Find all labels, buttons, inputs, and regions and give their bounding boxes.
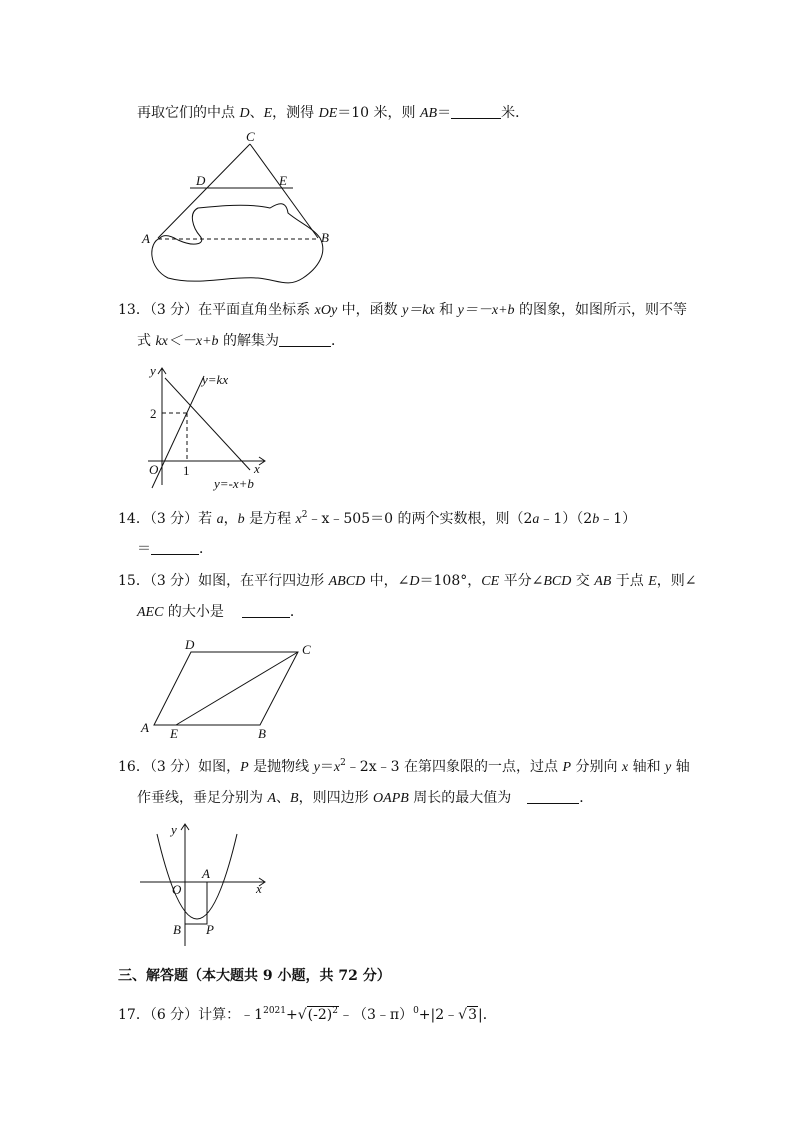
- label-x: x: [254, 461, 260, 476]
- rectangle-oapb: [185, 882, 207, 924]
- q12-text: 再取它们的中点 D、E，测得 DE＝10 米，则 AB＝ 米．: [137, 105, 530, 121]
- segment-ce: [176, 652, 298, 725]
- q14-line2: ＝ ．: [137, 541, 213, 557]
- q16-line2: 作垂线，垂足分别为 A、B，则四边形 OAPB 周长的最大值为 ．: [137, 790, 594, 806]
- label-e: E: [279, 173, 287, 188]
- label-y-neg-x-b: y=-x+b: [214, 476, 254, 491]
- q16-line1: 16．（3 分）如图，P 是抛物线 $y=x^2﹣2x﹣3$ 在第四象限的一点，过点 P 分别向 x 轴和 y 轴: [118, 758, 690, 775]
- q15-parallelogram-figure: [138, 636, 328, 741]
- radical-content: $(-2)^2$: [307, 1006, 338, 1023]
- label-d: D: [196, 173, 206, 188]
- radical-three: 3: [468, 1007, 477, 1023]
- label-a: A: [142, 231, 150, 246]
- answer-blank: [279, 332, 331, 347]
- label-p: P: [206, 922, 214, 937]
- label-y: y: [150, 363, 156, 378]
- q13-linear-graph-figure: [140, 360, 280, 495]
- answer-blank: [451, 104, 501, 119]
- label-b: B: [258, 726, 266, 741]
- label-y: y: [171, 822, 177, 837]
- label-y-kx: y=kx: [202, 372, 229, 387]
- label-two: 2: [150, 406, 157, 421]
- label-origin: O: [172, 882, 182, 897]
- parallelogram-abcd: [154, 652, 298, 725]
- label-c: C: [246, 129, 255, 144]
- side-bc: [250, 144, 318, 238]
- answer-blank: [242, 603, 290, 618]
- label-origin: O: [149, 462, 159, 477]
- q15-line2: AEC 的大小是 ．: [137, 604, 304, 620]
- label-x: x: [256, 881, 262, 896]
- q13-line1: 13．（3 分）在平面直角坐标系 xOy 中，函数 y＝kx 和 y＝－x+b 的图象，如图所示，则不等: [118, 302, 687, 318]
- label-b: B: [321, 230, 329, 245]
- label-b: B: [173, 922, 181, 937]
- section-heading: 三、解答题（本大题共 9 小题，共 72 分）: [118, 968, 391, 984]
- label-one: 1: [183, 463, 190, 478]
- q14-line1: 14．（3 分）若 a，b 是方程 $x^2﹣x﹣505=0$ 的两个实数根，则（2a﹣1）（2b﹣1）: [118, 510, 637, 527]
- q13-line2: 式 kx＜－x+b 的解集为 ．: [137, 333, 345, 349]
- label-c: C: [302, 642, 311, 657]
- label-a: A: [141, 720, 149, 735]
- answer-blank: [151, 540, 199, 555]
- pond-outline: [152, 204, 323, 283]
- q15-line1: 15．（3 分）如图，在平行四边形 ABCD 中，∠D＝108°，CE 平分∠BCD 交 AB 于点 E，则∠: [118, 573, 697, 589]
- q12-triangle-figure: [138, 128, 338, 288]
- answer-blank: [527, 789, 579, 804]
- label-a: A: [202, 866, 210, 881]
- label-e: E: [170, 726, 178, 741]
- q16-parabola-figure: [135, 818, 275, 948]
- label-d: D: [185, 637, 195, 652]
- parabola: [157, 834, 237, 919]
- side-ac: [158, 144, 250, 238]
- q17-line1: 17．（6 分）计算：$﹣1^{2021}+√(-2)^2﹣(3﹣\pi)^0+|2﹣√3|$．: [118, 1006, 497, 1023]
- line-neg-x-b: [165, 378, 250, 470]
